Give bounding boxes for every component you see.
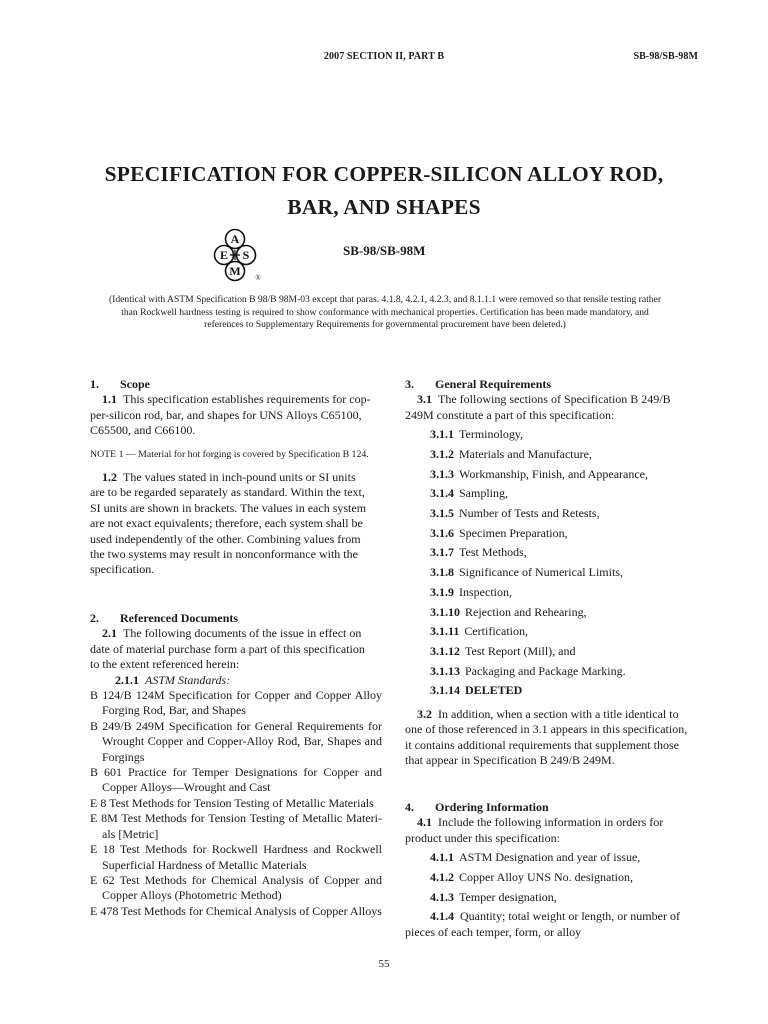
list-item: 3.1.8 Significance of Numerical Limits, xyxy=(430,565,623,580)
list-item: 3.1.7 Test Methods, xyxy=(430,545,527,560)
list-item: 4.1.4 Quantity; total weight or length, or number of pieces of each temper, form, or alloy xyxy=(405,909,680,939)
section-4-item-list xyxy=(405,848,698,907)
list-item: 3.1.5 Number of Tests and Retests, xyxy=(430,506,600,521)
identification-note xyxy=(90,294,680,332)
list-item: 4.1.3 Temper designation, xyxy=(430,889,557,904)
section-1-scope xyxy=(90,377,382,578)
section-heading: 3. General Requirements xyxy=(405,377,552,391)
list-item: 3.1.13 Packaging and Package Marking. xyxy=(430,663,626,678)
subsection-2-1-1: 2.1.1 ASTM Standards: xyxy=(115,672,231,687)
list-item: 3.1.6 Specimen Preparation, xyxy=(430,525,568,540)
section-heading: 1. Scope xyxy=(90,377,150,391)
note-1: NOTE 1 — Material for hot forging is covered by Specification B 124. xyxy=(90,448,369,460)
list-item: 4.1.2 Copper Alloy UNS No. designation, xyxy=(430,869,633,884)
identification-line-3: references to Supplementary Requirements for governmental procurement have been deleted.) xyxy=(204,319,566,330)
registered-mark: ® xyxy=(255,274,261,282)
specification-code: SB-98/SB-98M xyxy=(343,243,426,258)
list-item: 3.1.3 Workmanship, Finish, and Appearance, xyxy=(430,466,648,481)
running-header-code: SB-98/SB-98M xyxy=(633,51,698,62)
list-item: 3.1.10 Rejection and Rehearing, xyxy=(430,604,587,619)
reference-item: E 8M Test Methods for Tension Testing of Metallic Materi-als [Metric] xyxy=(90,811,382,841)
reference-item: B 124/B 124M Specification for Copper and Copper Alloy Forging Rod, Bar, and Shapes xyxy=(90,688,382,718)
reference-item: E 18 Test Methods for Rockwell Hardness and Rockwell Superficial Hardness of Metallic Materials xyxy=(90,842,382,872)
document-title xyxy=(0,158,768,224)
reference-item: E 8 Test Methods for Tension Testing of Metallic Materials xyxy=(90,795,374,810)
reference-item: E 478 Test Methods for Chemical Analysis of Copper Alloys xyxy=(90,903,382,918)
paragraph-4-1: 4.1 Include the following information in orders for product under this specification: xyxy=(405,815,664,845)
logo-letter-a: A xyxy=(230,232,240,246)
running-header-section: 2007 SECTION II, PART B xyxy=(323,51,445,62)
section-3-general-requirements xyxy=(405,377,698,769)
identification-line-1: (Identical with ASTM Specification B 98/B 98M-03 except that paras. 4.1.8, 4.2.1, 4.2.3, and 8.1.1.1 were removed so that tensile testing rather xyxy=(108,294,662,305)
section-heading: 4. Ordering Information xyxy=(405,800,549,814)
list-item: 3.1.1 Terminology, xyxy=(430,427,524,442)
paragraph-2-1: 2.1 The following documents of the issue in effect on date of material purchase form a part of this specification to the extent referenced herein: xyxy=(90,626,365,672)
identification-line-2: than Rockwell hardness testing is required to show conformance with mechanical properties. Certification has been made mandatory, and xyxy=(121,306,649,318)
reference-item: E 62 Test Methods for Chemical Analysis of Copper and Copper Alloys (Photometric Method) xyxy=(90,872,382,903)
paragraph-1-1: 1.1 This specification establishes requirements for cop- per-silicon rod, bar, and shapes for UNS Alloys C65100, C65500, and C66100. xyxy=(90,392,371,438)
reference-item: B 249/B 249M Specification for General Requirements for Wrought Copper and Copper-Alloy Rod, Bar, Shapes and Forgings xyxy=(90,718,382,764)
logo-letter-s: S xyxy=(242,248,250,262)
logo-letter-m: M xyxy=(229,264,241,278)
list-item: 3.1.11 Certification, xyxy=(430,624,528,639)
title-line-1: SPECIFICATION FOR COPPER-SILICON ALLOY ROD, xyxy=(104,162,664,186)
section-3-item-list xyxy=(405,425,698,701)
section-heading: 2. Referenced Documents xyxy=(90,611,239,625)
list-item: 3.1.9 Inspection, xyxy=(430,584,512,599)
list-item: 3.1.4 Sampling, xyxy=(430,486,509,501)
logo-letter-e: E xyxy=(219,248,229,262)
section-4-ordering-information xyxy=(405,800,698,940)
asme-logo xyxy=(207,228,265,282)
list-item: 4.1.1 ASTM Designation and year of issue, xyxy=(430,850,641,865)
list-item: 3.1.2 Materials and Manufacture, xyxy=(430,446,592,461)
list-item: 3.1.14 DELETED xyxy=(430,683,523,698)
reference-item: B 601 Practice for Temper Designations for Copper and Copper Alloys—Wrought and Cast xyxy=(90,765,382,795)
section-2-referenced-documents xyxy=(90,611,382,919)
paragraph-3-2: 3.2 In addition, when a section with a title identical to one of those referenced in 3.1 appears in this specification, it contains additional requirements that supplement those that appear in Specification B 249/B 249M. xyxy=(405,707,688,768)
title-line-2: BAR, AND SHAPES xyxy=(287,195,481,219)
list-item: 3.1.12 Test Report (Mill), and xyxy=(430,643,576,658)
page-number: 55 xyxy=(378,958,390,970)
paragraph-3-1: 3.1 The following sections of Specification B 249/B 249M constitute a part of this specification: xyxy=(405,392,671,422)
paragraph-1-2: 1.2 The values stated in inch-pound units or SI units are to be regarded separately as standard. Within the text, SI units are shown in brackets. The values in each system are not exact equivalents; therefore, each system shall be used independently of the other. Combining values from the two systems may result in nonconformance with the specification. xyxy=(90,470,367,577)
